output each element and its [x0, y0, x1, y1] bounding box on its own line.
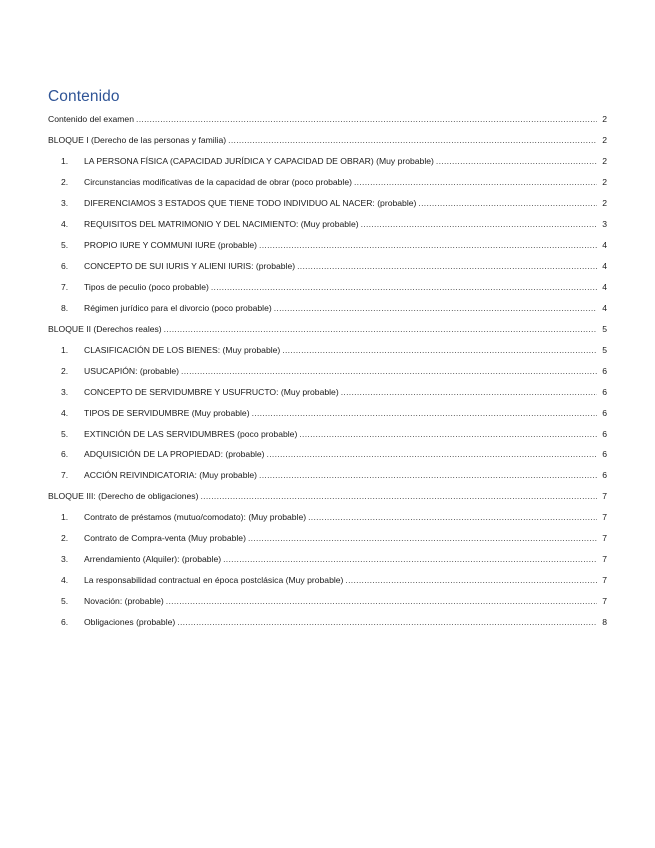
table-of-contents [0, 109, 655, 632]
toc-entry-page-number: 4 [602, 240, 607, 251]
toc-entry[interactable] [0, 130, 655, 151]
dot-leader [354, 177, 597, 187]
toc-entry-page-number: 3 [602, 219, 607, 230]
dot-leader [345, 575, 597, 585]
toc-entry-number: 2. [61, 177, 69, 188]
toc-entry-page-number: 2 [602, 177, 607, 188]
dot-leader [308, 512, 597, 522]
dot-leader [282, 345, 597, 355]
toc-entry-page-number: 2 [602, 114, 607, 125]
dot-leader [181, 366, 597, 376]
toc-entry[interactable] [0, 591, 655, 612]
toc-entry-title: PROPIO IURE Y COMMUNI IURE (probable) [84, 240, 258, 251]
toc-entry[interactable] [0, 360, 655, 381]
toc-entry-number: 4. [61, 575, 69, 586]
toc-entry-page-number: 7 [602, 533, 607, 544]
toc-entry-title: Régimen jurídico para el divorcio (poco probable) [84, 302, 272, 313]
toc-entry-title: TIPOS DE SERVIDUMBRE (Muy probable) [84, 407, 250, 418]
dot-leader [267, 449, 597, 459]
toc-entry[interactable] [0, 612, 655, 633]
toc-entry-title: CLASIFICACIÓN DE LOS BIENES: (Muy probable) [84, 344, 281, 355]
toc-entry[interactable] [0, 528, 655, 549]
toc-entry-number: 8. [61, 302, 69, 313]
toc-entry-title: BLOQUE II (Derechos reales) [48, 323, 162, 334]
toc-entry[interactable] [0, 381, 655, 402]
toc-entry[interactable] [0, 109, 655, 130]
toc-entry-number: 6. [61, 261, 69, 272]
toc-entry-title: La responsabilidad contractual en época postclásica (Muy probable) [84, 575, 344, 586]
dot-leader [228, 135, 597, 145]
toc-entry[interactable] [0, 193, 655, 214]
toc-entry[interactable] [0, 256, 655, 277]
toc-entry-number: 7. [61, 470, 69, 481]
toc-entry-page-number: 7 [602, 491, 607, 502]
toc-entry-page-number: 7 [602, 575, 607, 586]
toc-entry-title: DIFERENCIAMOS 3 ESTADOS QUE TIENE TODO INDIVIDUO AL NACER: (probable) [84, 198, 417, 209]
toc-entry-page-number: 7 [602, 554, 607, 565]
toc-entry-page-number: 6 [602, 470, 607, 481]
toc-entry[interactable] [0, 277, 655, 298]
toc-entry-number: 5. [61, 428, 69, 439]
dot-leader [436, 156, 597, 166]
toc-entry-page-number: 2 [602, 198, 607, 209]
toc-entry-title: Contrato de préstamos (mutuo/comodato): (Muy probable) [84, 512, 307, 523]
toc-entry-title: REQUISITOS DEL MATRIMONIO Y DEL NACIMIENTO: (Muy probable) [84, 219, 359, 230]
dot-leader [211, 282, 597, 292]
toc-entry-number: 2. [61, 365, 69, 376]
toc-entry-page-number: 6 [602, 386, 607, 397]
toc-entry[interactable] [0, 549, 655, 570]
toc-entry-page-number: 4 [602, 281, 607, 292]
toc-entry-title: Tipos de peculio (poco probable) [84, 281, 209, 292]
toc-entry[interactable] [0, 402, 655, 423]
toc-entry-title: Contrato de Compra-venta (Muy probable) [84, 533, 246, 544]
toc-entry[interactable] [0, 507, 655, 528]
dot-leader [252, 408, 597, 418]
toc-entry-number: 5. [61, 596, 69, 607]
dot-leader [418, 198, 597, 208]
toc-entry-title: Contenido del examen [48, 114, 134, 125]
toc-entry-page-number: 2 [602, 135, 607, 146]
dot-leader [164, 324, 597, 334]
toc-entry-title: ACCIÓN REIVINDICATORIA: (Muy probable) [84, 470, 258, 481]
toc-entry-number: 7. [61, 281, 69, 292]
dot-leader [299, 429, 597, 439]
toc-entry-page-number: 7 [602, 512, 607, 523]
dot-leader [341, 387, 597, 397]
toc-entry[interactable] [0, 297, 655, 318]
toc-entry[interactable] [0, 235, 655, 256]
toc-entry-title: EXTINCIÓN DE LAS SERVIDUMBRES (poco probable) [84, 428, 298, 439]
toc-entry-title: Arrendamiento (Alquiler): (probable) [84, 554, 222, 565]
toc-entry[interactable] [0, 214, 655, 235]
toc-entry-title: CONCEPTO DE SUI IURIS Y ALIENI IURIS: (probable) [84, 261, 296, 272]
toc-entry-page-number: 5 [602, 323, 607, 334]
toc-entry[interactable] [0, 486, 655, 507]
toc-entry-page-number: 4 [602, 302, 607, 313]
toc-entry[interactable] [0, 423, 655, 444]
toc-heading: Contenido [48, 88, 120, 105]
toc-entry-page-number: 8 [602, 616, 607, 627]
toc-entry-number: 1. [61, 512, 69, 523]
toc-entry-title: BLOQUE I (Derecho de las personas y familia) [48, 135, 227, 146]
toc-entry[interactable] [0, 172, 655, 193]
toc-entry[interactable] [0, 570, 655, 591]
toc-entry-number: 5. [61, 240, 69, 251]
dot-leader [248, 533, 597, 543]
dot-leader [177, 617, 597, 627]
toc-entry-number: 2. [61, 533, 69, 544]
toc-entry[interactable] [0, 444, 655, 465]
toc-entry-title: USUCAPIÓN: (probable) [84, 365, 180, 376]
dot-leader [259, 240, 597, 250]
toc-entry[interactable] [0, 339, 655, 360]
toc-entry-number: 4. [61, 407, 69, 418]
toc-entry-title: Obligaciones (probable) [84, 616, 176, 627]
toc-entry-title: BLOQUE III: (Derecho de obligaciones) [48, 491, 199, 502]
toc-entry-number: 6. [61, 449, 69, 460]
toc-entry[interactable] [0, 318, 655, 339]
toc-entry[interactable] [0, 465, 655, 486]
toc-entry-page-number: 5 [602, 344, 607, 355]
toc-entry-page-number: 2 [602, 156, 607, 167]
toc-entry[interactable] [0, 151, 655, 172]
toc-entry-page-number: 6 [602, 449, 607, 460]
toc-entry-number: 1. [61, 156, 69, 167]
toc-entry-page-number: 6 [602, 407, 607, 418]
toc-entry-number: 6. [61, 616, 69, 627]
toc-entry-number: 3. [61, 386, 69, 397]
toc-entry-title: Circunstancias modificativas de la capacidad de obrar (poco probable) [84, 177, 352, 188]
toc-entry-page-number: 4 [602, 261, 607, 272]
dot-leader [297, 261, 597, 271]
dot-leader [274, 303, 597, 313]
toc-entry-page-number: 6 [602, 365, 607, 376]
toc-entry-page-number: 6 [602, 428, 607, 439]
dot-leader [166, 596, 597, 606]
toc-entry-page-number: 7 [602, 596, 607, 607]
toc-entry-title: LA PERSONA FÍSICA (CAPACIDAD JURÍDICA Y CAPACIDAD DE OBRAR) (Muy probable) [84, 156, 434, 167]
toc-entry-number: 4. [61, 219, 69, 230]
toc-entry-number: 3. [61, 198, 69, 209]
toc-entry-number: 3. [61, 554, 69, 565]
toc-entry-title: Novación: (probable) [84, 596, 164, 607]
dot-leader [200, 491, 597, 501]
toc-entry-number: 1. [61, 344, 69, 355]
dot-leader [223, 554, 597, 564]
dot-leader [259, 470, 597, 480]
dot-leader [361, 219, 597, 229]
toc-entry-title: ADQUISICIÓN DE LA PROPIEDAD: (probable) [84, 449, 265, 460]
toc-entry-title: CONCEPTO DE SERVIDUMBRE Y USUFRUCTO: (Muy probable) [84, 386, 339, 397]
dot-leader [136, 114, 597, 124]
